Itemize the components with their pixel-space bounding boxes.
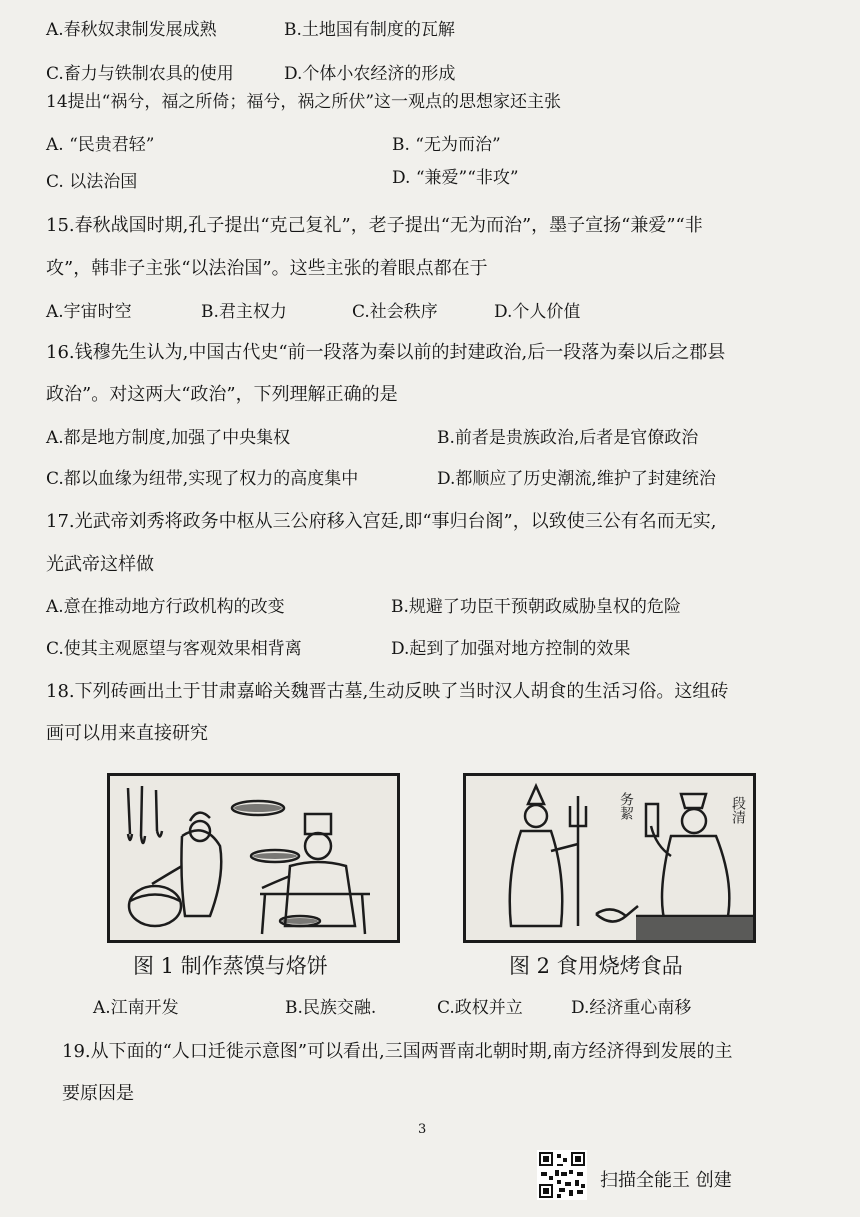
q16-option-d: D.都顺应了历史潮流,维护了封建统治 — [437, 469, 716, 489]
figure-1-brick-painting — [107, 773, 400, 943]
figure-2-brick-painting — [463, 773, 756, 943]
question-18-line1: 18.下列砖画出土于甘肃嘉峪关魏晋古墓,生动反映了当时汉人胡食的生活习俗。这组砖 — [46, 681, 729, 702]
figure-2-label-right: 段清 — [730, 796, 746, 824]
q15-option-c: C.社会秩序 — [352, 302, 438, 322]
option-d-prev: D.个体小农经济的形成 — [284, 64, 456, 84]
q18-option-b: B.民族交融. — [285, 998, 377, 1018]
option-c-prev: C.畜力与铁制农具的使用 — [46, 64, 234, 84]
option-a-prev: A.春秋奴隶制发展成熟 — [46, 20, 217, 40]
question-15-line2: 攻”，韩非子主张“以法治国”。这些主张的着眼点都在于 — [46, 258, 488, 279]
figure-2-drawing — [466, 776, 753, 940]
scanner-watermark: 扫描全能王 创建 — [600, 1170, 732, 1191]
question-15-line1: 15.春秋战国时期,孔子提出“克己复礼”，老子提出“无为而治”，墨子宣扬“兼爱”“非 — [46, 215, 703, 236]
q17-option-d: D.起到了加强对地方控制的效果 — [391, 639, 631, 659]
option-b-prev: B.土地国有制度的瓦解 — [284, 20, 455, 40]
question-16-line2: 政治”。对这两大“政治”，下列理解正确的是 — [46, 384, 398, 405]
q16-option-c: C.都以血缘为纽带,实现了权力的高度集中 — [46, 469, 359, 489]
q17-option-b: B.规避了功臣干预朝政威胁皇权的危险 — [391, 597, 681, 617]
question-17-line1: 17.光武帝刘秀将政务中枢从三公府移入宫廷,即“事归台阁”，以致使三公有名而无实, — [46, 511, 717, 532]
q18-option-d: D.经济重心南移 — [571, 998, 692, 1018]
q17-option-a: A.意在推动地方行政机构的改变 — [46, 597, 285, 617]
page-number: 3 — [418, 1122, 427, 1137]
q18-option-c: C.政权并立 — [437, 998, 523, 1018]
question-17-line2: 光武帝这样做 — [46, 554, 154, 575]
q14-option-d: D. “兼爱”“非攻” — [392, 168, 519, 188]
q14-option-b: B. “无为而治” — [392, 135, 501, 155]
qr-code-icon — [537, 1150, 587, 1200]
q15-option-a: A.宇宙时空 — [46, 302, 132, 322]
question-14: 14提出“祸兮，福之所倚；福兮，祸之所伏”这一观点的思想家还主张 — [46, 92, 562, 112]
q15-option-d: D.个人价值 — [494, 302, 581, 322]
q14-option-a: A. “民贵君轻” — [46, 135, 155, 155]
figure-2-caption: 图 2 食用烧烤食品 — [509, 954, 683, 978]
question-19-line1: 19.从下面的“人口迁徙示意图”可以看出,三国两晋南北朝时期,南方经济得到发展的主 — [62, 1041, 733, 1062]
question-19-line2: 要原因是 — [62, 1083, 134, 1104]
q15-option-b: B.君主权力 — [201, 302, 287, 322]
question-16-line1: 16.钱穆先生认为,中国古代史“前一段落为秦以前的封建政治,后一段落为秦以后之郡县 — [46, 342, 726, 363]
figure-1-caption: 图 1 制作蒸馍与烙饼 — [133, 954, 328, 978]
q18-option-a: A.江南开发 — [93, 998, 179, 1018]
q17-option-c: C.使其主观愿望与客观效果相背离 — [46, 639, 302, 659]
question-18-line2: 画可以用来直接研究 — [46, 723, 208, 744]
figure-1-drawing — [110, 776, 397, 940]
q14-option-c: C. 以法治国 — [46, 172, 138, 192]
q16-option-b: B.前者是贵族政治,后者是官僚政治 — [437, 428, 699, 448]
q16-option-a: A.都是地方制度,加强了中央集权 — [46, 428, 291, 448]
figure-2-label-left: 务絜 — [618, 792, 634, 820]
